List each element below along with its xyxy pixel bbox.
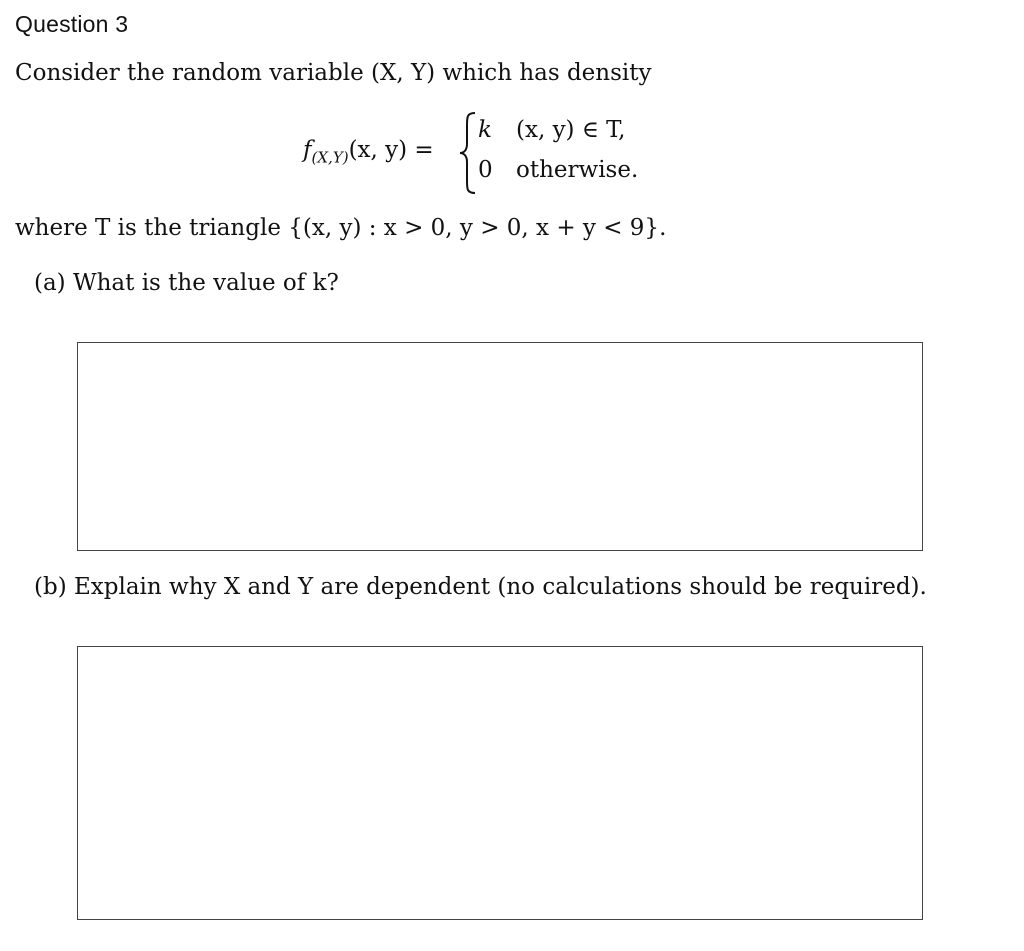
case1-condition: (x, y) ∈ T,	[516, 117, 626, 143]
question-title: Question 3	[15, 11, 129, 37]
density-case-inside	[478, 117, 625, 143]
density-function-symbol: f	[303, 137, 312, 163]
part-a-answer-box[interactable]	[77, 342, 923, 551]
part-b-answer-box[interactable]	[77, 646, 923, 920]
density-lhs	[303, 137, 434, 167]
case2-condition: otherwise.	[516, 157, 639, 183]
density-case-otherwise	[478, 157, 638, 183]
density-arguments: (x, y) =	[348, 137, 434, 163]
part-b-prompt: (b) Explain why X and Y are dependent (no calculations should be required).	[34, 574, 927, 600]
part-a-prompt: (a) What is the value of k?	[34, 270, 339, 296]
case1-value: k	[478, 117, 492, 143]
triangle-definition: where T is the triangle {(x, y) : x > 0, y > 0, x + y < 9}.	[15, 215, 667, 241]
case2-value: 0	[478, 157, 493, 183]
left-brace	[458, 111, 478, 195]
question-intro: Consider the random variable (X, Y) which has density	[15, 60, 652, 86]
density-subscript: (X,Y)	[311, 148, 349, 167]
